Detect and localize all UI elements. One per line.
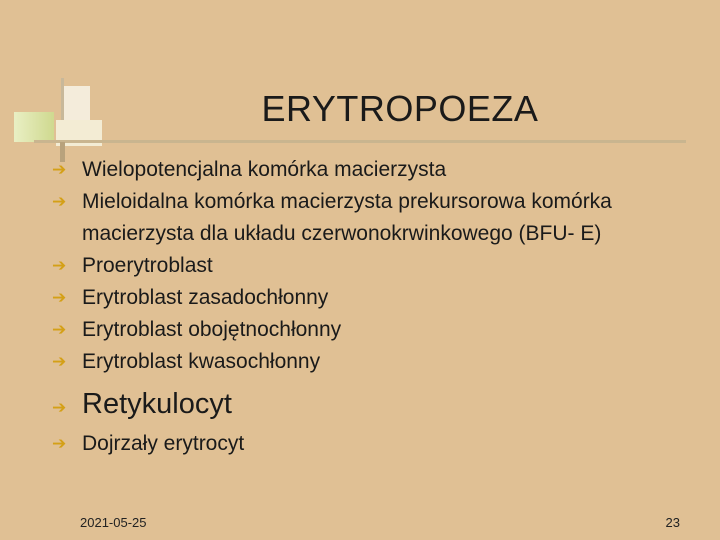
bullet-list	[52, 154, 692, 460]
list-item-text: Wielopotencjalna komórka macierzysta	[82, 158, 447, 181]
list-item	[52, 250, 692, 282]
list-item	[52, 428, 692, 460]
arrow-bullet-icon: ➔	[52, 320, 67, 339]
list-item	[52, 186, 692, 250]
list-item	[52, 314, 692, 346]
list-item-text: Proerytroblast	[82, 254, 213, 277]
footer-date: 2021-05-25	[80, 515, 147, 530]
arrow-bullet-icon: ➔	[52, 434, 67, 453]
list-item	[52, 346, 692, 378]
decorative-square	[14, 112, 54, 142]
slide-title: ERYTROPOEZA	[261, 88, 539, 129]
arrow-bullet-icon: ➔	[52, 256, 67, 275]
list-item	[52, 282, 692, 314]
arrow-bullet-icon: ➔	[52, 352, 67, 371]
list-item-text: Erytroblast zasadochłonny	[82, 286, 329, 309]
arrow-bullet-icon: ➔	[52, 192, 67, 211]
list-item-text: Erytroblast kwasochłonny	[82, 350, 321, 373]
decorative-square	[64, 86, 90, 120]
list-item-text: Dojrzały erytrocyt	[82, 432, 245, 455]
arrow-bullet-icon: ➔	[52, 288, 67, 307]
list-item	[52, 154, 692, 186]
list-item-text: Retykulocyt	[82, 388, 232, 420]
list-item-emphasized	[52, 384, 692, 424]
title-underline	[34, 140, 686, 143]
arrow-bullet-icon: ➔	[52, 398, 67, 417]
arrow-bullet-icon: ➔	[52, 160, 67, 179]
list-item-text: Mieloidalna komórka macierzysta prekursorowa komórka macierzysta dla układu czerwonokrwinkowego (BFU- E)	[82, 190, 612, 245]
list-item-text: Erytroblast obojętnochłonny	[82, 318, 342, 341]
slide-number: 23	[665, 515, 680, 530]
